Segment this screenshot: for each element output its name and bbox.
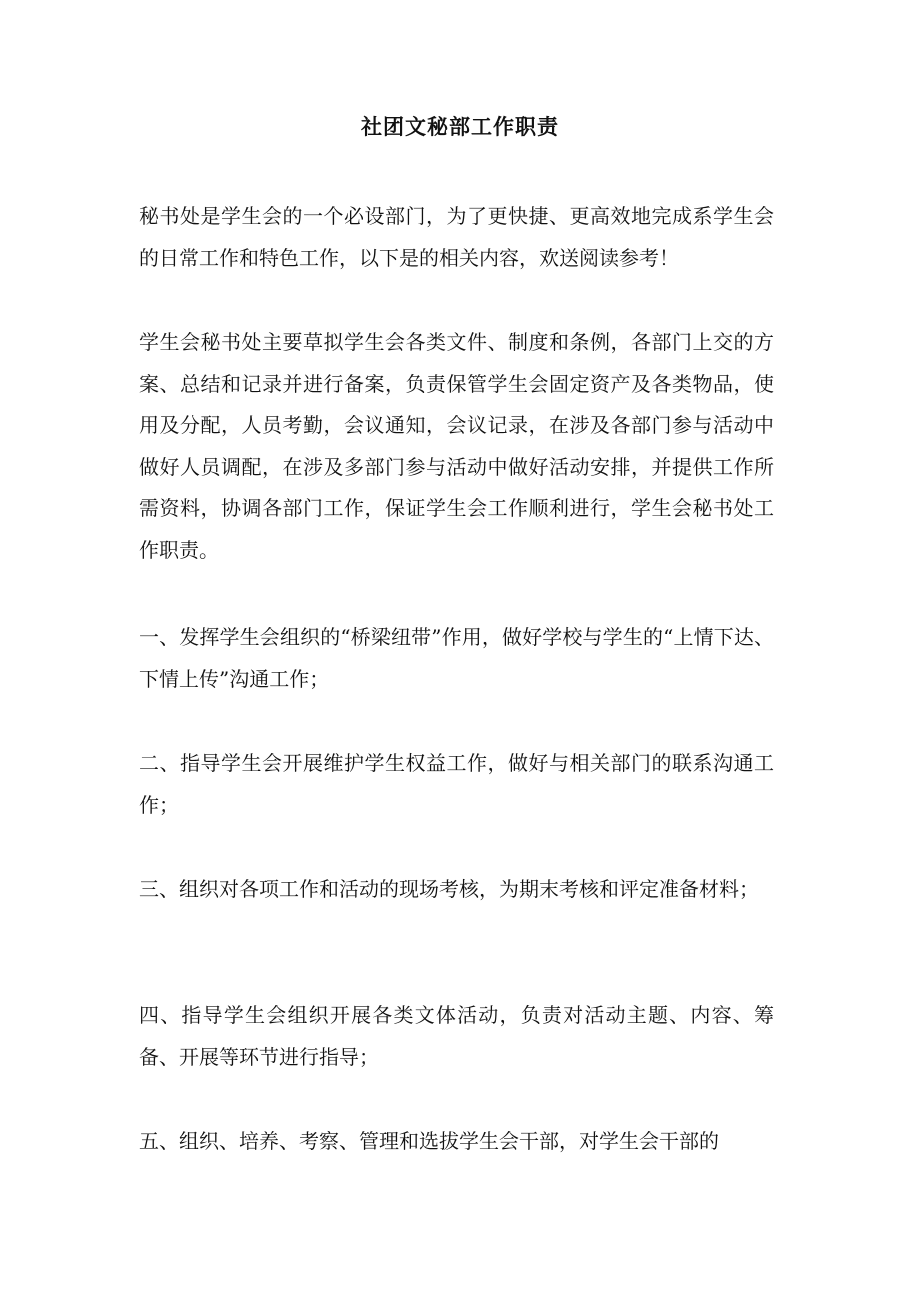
intro-paragraph: 秘书处是学生会的一个必设部门，为了更快捷、更高效地完成系学生会的日常工作和特色工作，以下是的相关内容，欢送阅读参考！ — [139, 204, 774, 270]
overview-paragraph: 学生会秘书处主要草拟学生会各类文件、制度和条例，各部门上交的方案、总结和记录并进行备案，负责保管学生会固定资产及各类物品，使用及分配，人员考勤，会议通知，会议记录，在涉及各部门参与活动中做好人员调配，在涉及多部门参与活动中做好活动安排，并提供工作所需资料，协调各部门工作，保证学生会工作顺利进行，学生会秘书处工作职责。 — [139, 330, 774, 562]
duty-item-4: 四、指导学生会组织开展各类文体活动，负责对活动主题、内容、筹备、开展等环节进行指导； — [139, 1003, 774, 1069]
duty-item-2: 二、指导学生会开展维护学生权益工作，做好与相关部门的联系沟通工作； — [139, 751, 774, 817]
duty-item-3: 三、组织对各项工作和活动的现场考核，为期末考核和评定准备材料； — [139, 877, 759, 901]
duty-item-5: 五、组织、培养、考察、管理和选拔学生会干部，对学生会干部的 — [139, 1129, 719, 1153]
document-title: 社团文秘部工作职责 — [361, 114, 559, 139]
duty-item-1: 一、发挥学生会组织的“桥梁纽带”作用，做好学校与学生的“上情下达、下情上传”沟通工作； — [139, 625, 774, 691]
